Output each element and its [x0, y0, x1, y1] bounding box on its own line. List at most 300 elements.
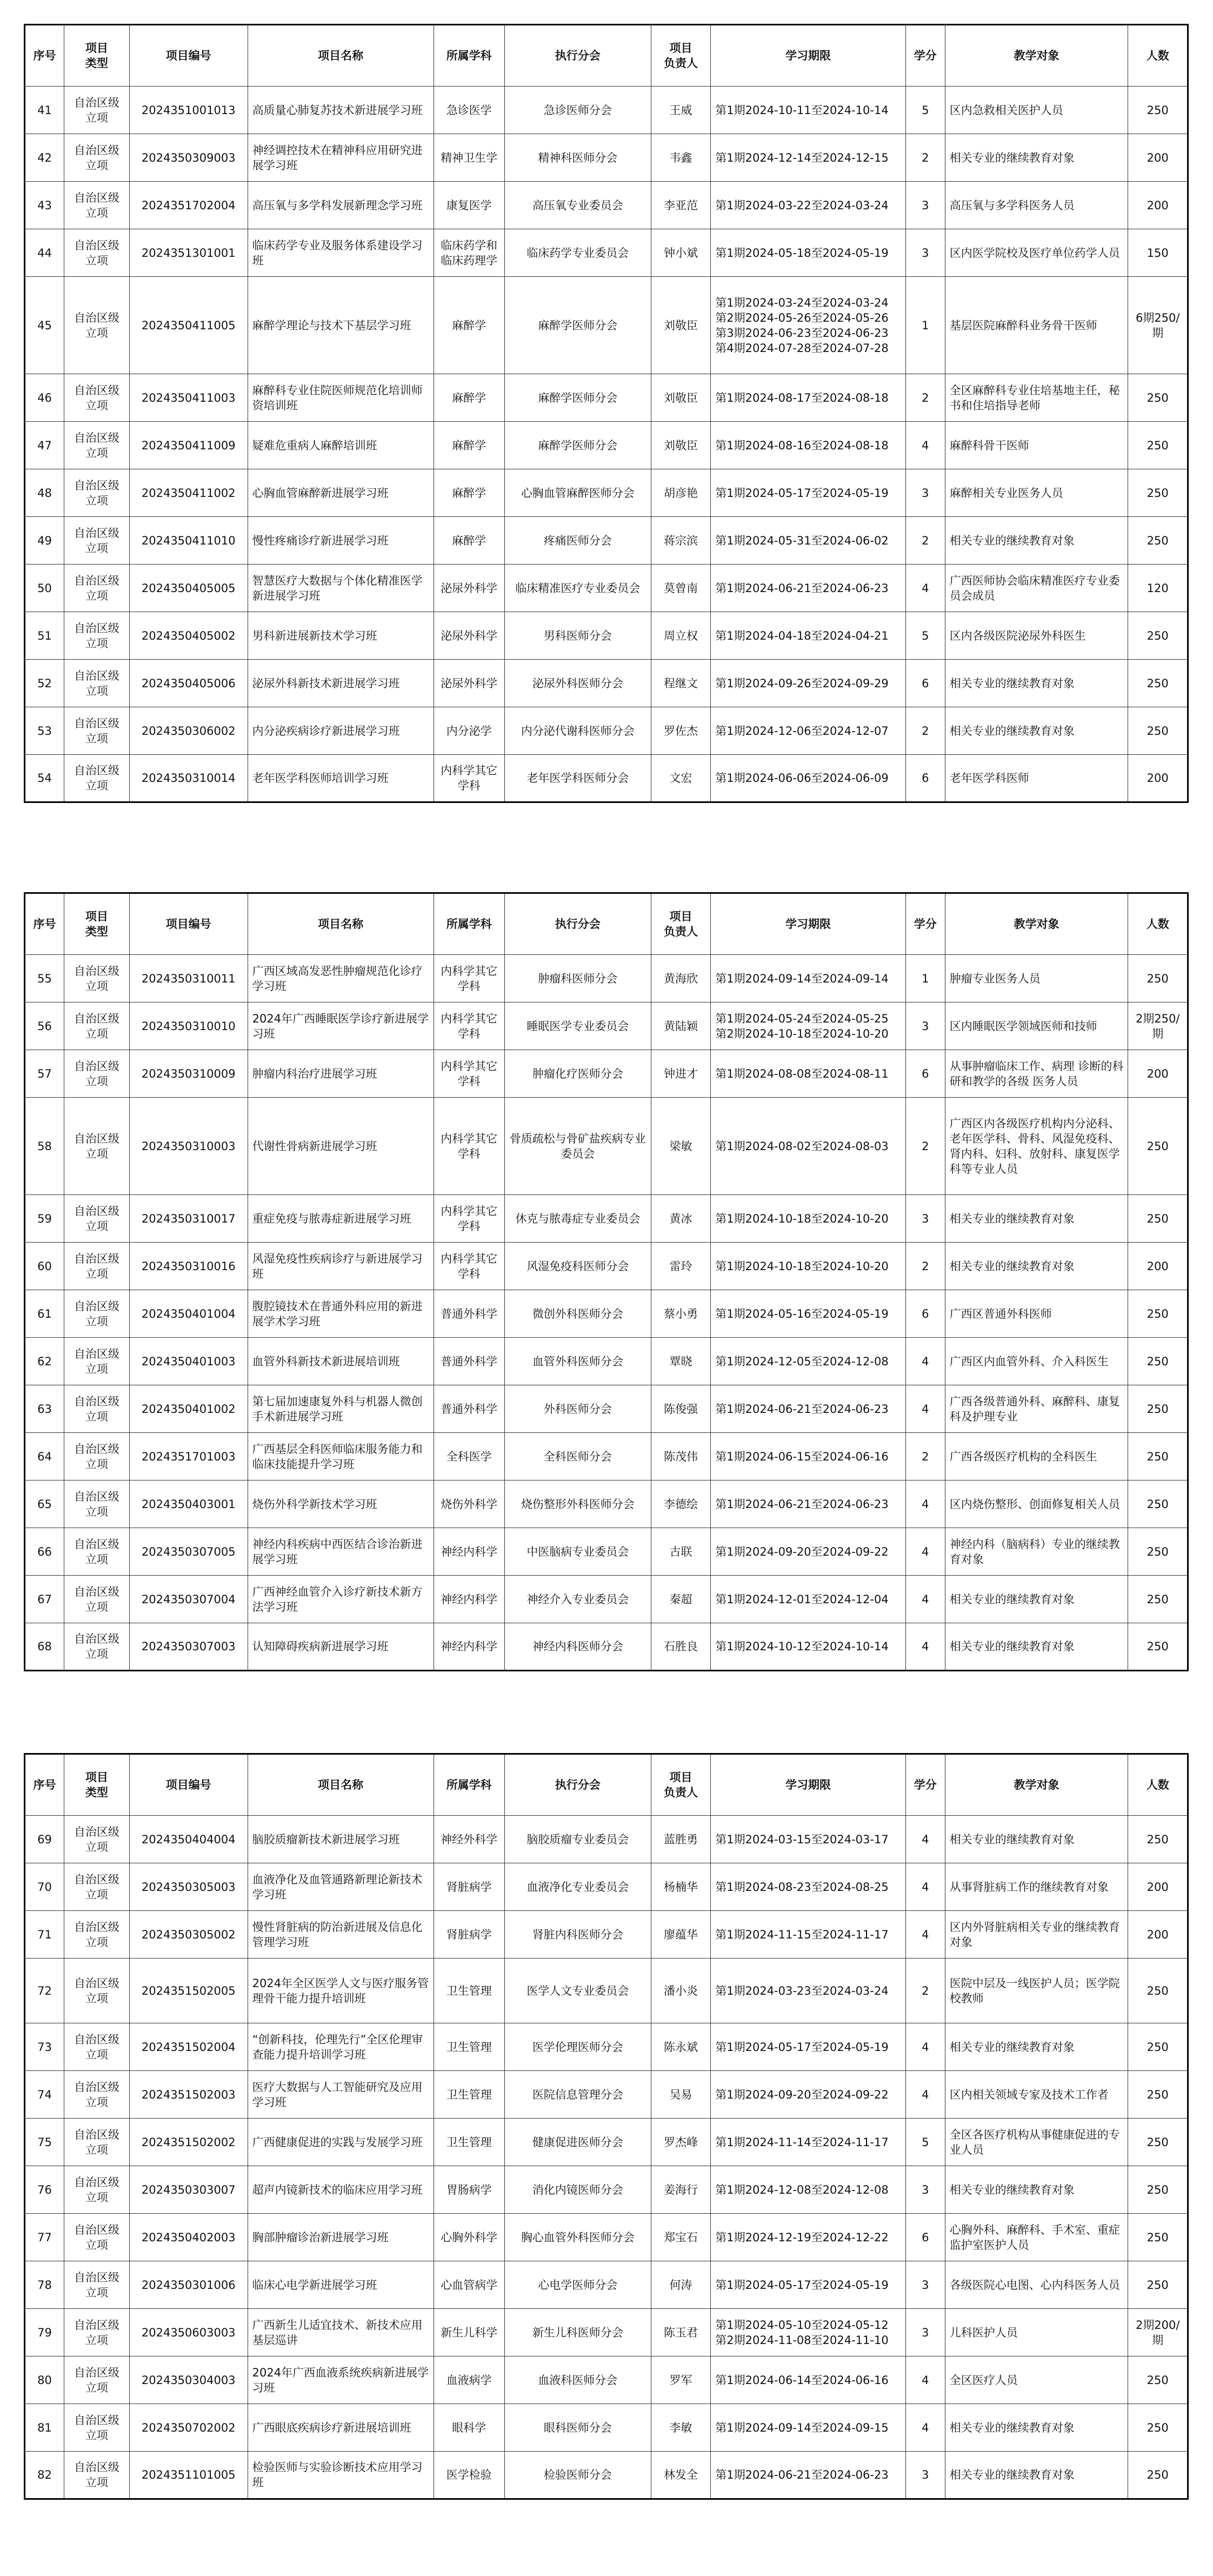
cell-project-type: 自治区级立项 [64, 1243, 129, 1290]
cell-project-name: 神经调控技术在精神科应用研究进展学习班 [248, 134, 434, 182]
table-row [25, 707, 1188, 755]
cell-audience: 相关专业的继续教育对象 [945, 660, 1128, 707]
cell-discipline: 卫生管理 [434, 2119, 504, 2166]
cell-project-name: 老年医学科医师培训学习班 [248, 755, 434, 802]
cell-branch: 脑胶质瘤专业委员会 [504, 1816, 651, 1863]
cell-leader: 黄海欣 [651, 955, 710, 1002]
cell-credits: 4 [905, 565, 945, 612]
table-row [25, 1911, 1188, 1958]
cell-headcount: 250 [1128, 1528, 1188, 1576]
column-header-project-name: 项目名称 [248, 25, 434, 87]
cell-project-code: 2024350310009 [129, 1050, 248, 1098]
table-row [25, 1243, 1188, 1290]
column-header-headcount: 人数 [1128, 1754, 1188, 1816]
cell-project-type: 自治区级立项 [64, 1958, 129, 2023]
cell-leader: 刘敬臣 [651, 277, 710, 374]
cell-headcount: 250 [1128, 2261, 1188, 2309]
cell-project-code: 2024350310010 [129, 1002, 248, 1050]
cell-study-period: 第1期2024-08-17至2024-08-18 [711, 374, 906, 422]
cell-study-period: 第1期2024-12-19至2024-12-22 [711, 2214, 906, 2261]
cell-row-index: 78 [25, 2261, 64, 2309]
column-header-project-code: 项目编号 [129, 1754, 248, 1816]
cell-project-code: 2024350305002 [129, 1911, 248, 1958]
column-header-project-type: 项目 类型 [64, 893, 129, 955]
column-header-headcount: 人数 [1128, 893, 1188, 955]
table-row [25, 1480, 1188, 1528]
cell-project-name: 重症免疫与脓毒症新进展学习班 [248, 1195, 434, 1243]
cell-audience: 区内睡眠医学领域医师和技师 [945, 1002, 1128, 1050]
cell-credits: 4 [905, 1480, 945, 1528]
cell-project-name: 慢性疼痛诊疗新进展学习班 [248, 517, 434, 565]
cell-discipline: 神经内科学 [434, 1576, 504, 1623]
cell-audience: 区内外肾脏病相关专业的继续教育对象 [945, 1911, 1128, 1958]
cell-study-period: 第1期2024-09-20至2024-09-22 [711, 2071, 906, 2119]
cell-credits: 3 [905, 1002, 945, 1050]
cell-study-period: 第1期2024-12-05至2024-12-08 [711, 1338, 906, 1385]
cell-headcount: 250 [1128, 1098, 1188, 1195]
cell-audience: 相关专业的继续教育对象 [945, 1195, 1128, 1243]
cell-project-type: 自治区级立项 [64, 660, 129, 707]
cell-leader: 黄冰 [651, 1195, 710, 1243]
cell-audience: 广西区普通外科医师 [945, 1290, 1128, 1338]
cell-discipline: 泌尿外科学 [434, 565, 504, 612]
cell-audience: 从事肾脏病工作的继续教育对象 [945, 1863, 1128, 1911]
cell-headcount: 250 [1128, 1290, 1188, 1338]
cell-project-name: 疑难危重病人麻醉培训班 [248, 422, 434, 469]
cell-project-code: 2024350411002 [129, 469, 248, 517]
cell-audience: 医院中层及一线医护人员；医学院校教师 [945, 1958, 1128, 2023]
cell-row-index: 64 [25, 1433, 64, 1480]
cell-leader: 蔡小勇 [651, 1290, 710, 1338]
cell-headcount: 250 [1128, 955, 1188, 1002]
column-header-project-code: 项目编号 [129, 893, 248, 955]
cell-discipline: 神经外科学 [434, 1816, 504, 1863]
cell-discipline: 普通外科学 [434, 1290, 504, 1338]
cell-study-period: 第1期2024-06-21至2024-06-23 [711, 1480, 906, 1528]
cell-project-name: 广西健康促进的实践与发展学习班 [248, 2119, 434, 2166]
cell-branch: 内分泌代谢科医师分会 [504, 707, 651, 755]
cell-discipline: 内科学其它学科 [434, 1050, 504, 1098]
cell-project-code: 2024350402003 [129, 2214, 248, 2261]
table-row [25, 517, 1188, 565]
cell-headcount: 250 [1128, 707, 1188, 755]
cell-discipline: 内科学其它学科 [434, 1098, 504, 1195]
cell-headcount: 250 [1128, 1433, 1188, 1480]
column-header-audience: 教学对象 [945, 1754, 1128, 1816]
cell-project-name: 智慧医疗大数据与个体化精准医学新进展学习班 [248, 565, 434, 612]
column-header-credits: 学分 [905, 25, 945, 87]
column-header-headcount: 人数 [1128, 25, 1188, 87]
cell-branch: 肿瘤科医师分会 [504, 955, 651, 1002]
table-row [25, 1098, 1188, 1195]
cell-study-period: 第1期2024-05-31至2024-06-02 [711, 517, 906, 565]
cell-study-period: 第1期2024-04-18至2024-04-21 [711, 612, 906, 660]
cell-discipline: 眼科学 [434, 2404, 504, 2452]
cell-headcount: 200 [1128, 1243, 1188, 1290]
cell-audience: 肿瘤专业医务人员 [945, 955, 1128, 1002]
table-row [25, 229, 1188, 277]
cell-project-name: 2024年全区医学人文与医疗服务管理骨干能力提升培训班 [248, 1958, 434, 2023]
cell-project-code: 2024350304003 [129, 2356, 248, 2404]
cell-project-code: 2024350403001 [129, 1480, 248, 1528]
cell-row-index: 79 [25, 2309, 64, 2356]
cell-discipline: 卫生管理 [434, 1958, 504, 2023]
cell-project-name: 临床心电学新进展学习班 [248, 2261, 434, 2309]
cell-leader: 陈俊强 [651, 1385, 710, 1433]
cell-project-type: 自治区级立项 [64, 1385, 129, 1433]
column-header-project-name: 项目名称 [248, 893, 434, 955]
cell-branch: 睡眠医学专业委员会 [504, 1002, 651, 1050]
cell-study-period: 第1期2024-03-22至2024-03-24 [711, 182, 906, 229]
cell-row-index: 70 [25, 1863, 64, 1911]
cell-branch: 心胸血管麻醉医师分会 [504, 469, 651, 517]
cell-leader: 林发全 [651, 2452, 710, 2499]
cell-discipline: 内科学其它学科 [434, 755, 504, 802]
cell-project-type: 自治区级立项 [64, 1863, 129, 1911]
cell-project-code: 2024350401003 [129, 1338, 248, 1385]
cell-project-name: 男科新进展新技术学习班 [248, 612, 434, 660]
cell-project-type: 自治区级立项 [64, 182, 129, 229]
cell-row-index: 47 [25, 422, 64, 469]
table-row [25, 2166, 1188, 2214]
cell-headcount: 250 [1128, 2071, 1188, 2119]
cell-project-type: 自治区级立项 [64, 422, 129, 469]
table-row [25, 1338, 1188, 1385]
cell-project-type: 自治区级立项 [64, 2071, 129, 2119]
cell-branch: 眼科医师分会 [504, 2404, 651, 2452]
cell-credits: 3 [905, 182, 945, 229]
cell-project-name: 腹腔镜技术在普通外科应用的新进展学术学习班 [248, 1290, 434, 1338]
cell-headcount: 200 [1128, 1050, 1188, 1098]
cell-study-period: 第1期2024-05-17至2024-05-19 [711, 2023, 906, 2071]
cell-branch: 烧伤整形外科医师分会 [504, 1480, 651, 1528]
cell-study-period: 第1期2024-05-10至2024-05-12 第2期2024-11-08至2024-11-10 [711, 2309, 906, 2356]
cell-project-name: 神经内科疾病中西医结合诊治新进展学习班 [248, 1528, 434, 1576]
table-row [25, 1195, 1188, 1243]
cell-audience: 全区各医疗机构从事健康促进的专业人员 [945, 2119, 1128, 2166]
cell-headcount: 250 [1128, 2119, 1188, 2166]
table-row [25, 134, 1188, 182]
cell-project-name: 2024年广西血液系统疾病新进展学习班 [248, 2356, 434, 2404]
column-header-study-period: 学习期限 [711, 1754, 906, 1816]
cell-credits: 2 [905, 134, 945, 182]
cell-row-index: 63 [25, 1385, 64, 1433]
cell-project-type: 自治区级立项 [64, 1002, 129, 1050]
cell-row-index: 67 [25, 1576, 64, 1623]
cell-credits: 2 [905, 1243, 945, 1290]
cell-project-type: 自治区级立项 [64, 2119, 129, 2166]
column-header-branch: 执行分会 [504, 893, 651, 955]
cell-row-index: 57 [25, 1050, 64, 1098]
cell-credits: 4 [905, 2023, 945, 2071]
cell-audience: 广西各级普通外科、麻醉科、康复科及护理专业 [945, 1385, 1128, 1433]
cell-leader: 古联 [651, 1528, 710, 1576]
cell-leader: 郑宝石 [651, 2214, 710, 2261]
column-header-discipline: 所属学科 [434, 25, 504, 87]
cell-headcount: 250 [1128, 1576, 1188, 1623]
table-page-2 [24, 892, 1189, 1671]
cell-project-code: 2024350309003 [129, 134, 248, 182]
cell-study-period: 第1期2024-05-17至2024-05-19 [711, 469, 906, 517]
column-header-discipline: 所属学科 [434, 1754, 504, 1816]
cell-row-index: 55 [25, 955, 64, 1002]
column-header-leader: 项目 负责人 [651, 893, 710, 955]
cell-audience: 区内烧伤整形、创面修复相关人员 [945, 1480, 1128, 1528]
cell-credits: 4 [905, 1816, 945, 1863]
cell-branch: 微创外科医师分会 [504, 1290, 651, 1338]
cell-row-index: 75 [25, 2119, 64, 2166]
column-header-row-index: 序号 [25, 25, 64, 87]
table-row [25, 1050, 1188, 1098]
cell-study-period: 第1期2024-10-18至2024-10-20 [711, 1195, 906, 1243]
cell-project-name: 代谢性骨病新进展学习班 [248, 1098, 434, 1195]
cell-headcount: 250 [1128, 422, 1188, 469]
cell-project-code: 2024351502004 [129, 2023, 248, 2071]
cell-row-index: 80 [25, 2356, 64, 2404]
cell-leader: 李亚范 [651, 182, 710, 229]
column-header-study-period: 学习期限 [711, 893, 906, 955]
cell-audience: 麻醉相关专业医务人员 [945, 469, 1128, 517]
cell-branch: 新生儿科医师分会 [504, 2309, 651, 2356]
cell-headcount: 250 [1128, 2023, 1188, 2071]
cell-project-name: “创新科技，伦理先行”全区伦理审查能力提升培训学习班 [248, 2023, 434, 2071]
cell-project-name: 麻醉科专业住院医师规范化培训师资培训班 [248, 374, 434, 422]
cell-project-code: 2024350310017 [129, 1195, 248, 1243]
cell-branch: 疼痛医师分会 [504, 517, 651, 565]
cell-leader: 黄陆颖 [651, 1002, 710, 1050]
cell-branch: 风湿免疫科医师分会 [504, 1243, 651, 1290]
table-page-3 [24, 1753, 1189, 2500]
cell-row-index: 56 [25, 1002, 64, 1050]
cell-branch: 血液净化专业委员会 [504, 1863, 651, 1911]
cell-row-index: 69 [25, 1816, 64, 1863]
cell-row-index: 43 [25, 182, 64, 229]
cell-study-period: 第1期2024-08-08至2024-08-11 [711, 1050, 906, 1098]
cell-discipline: 卫生管理 [434, 2023, 504, 2071]
cell-headcount: 120 [1128, 565, 1188, 612]
cell-row-index: 61 [25, 1290, 64, 1338]
cell-headcount: 250 [1128, 660, 1188, 707]
cell-project-type: 自治区级立项 [64, 1623, 129, 1671]
table-row [25, 182, 1188, 229]
cell-project-code: 2024350401002 [129, 1385, 248, 1433]
table-row [25, 374, 1188, 422]
column-header-study-period: 学习期限 [711, 25, 906, 87]
cell-branch: 检验医师分会 [504, 2452, 651, 2499]
cell-headcount: 250 [1128, 1623, 1188, 1671]
cell-branch: 休克与脓毒症专业委员会 [504, 1195, 651, 1243]
cell-credits: 4 [905, 422, 945, 469]
cell-study-period: 第1期2024-05-16至2024-05-19 [711, 1290, 906, 1338]
cell-project-type: 自治区级立项 [64, 1338, 129, 1385]
cell-study-period: 第1期2024-06-21至2024-06-23 [711, 2452, 906, 2499]
column-header-leader: 项目 负责人 [651, 25, 710, 87]
cell-discipline: 神经内科学 [434, 1623, 504, 1671]
cell-audience: 高压氧与多学科医务人员 [945, 182, 1128, 229]
cell-leader: 罗军 [651, 2356, 710, 2404]
cell-leader: 吴易 [651, 2071, 710, 2119]
cell-project-type: 自治区级立项 [64, 1433, 129, 1480]
cell-leader: 廖蕴华 [651, 1911, 710, 1958]
cell-discipline: 医学检验 [434, 2452, 504, 2499]
cell-discipline: 心胸外科学 [434, 2214, 504, 2261]
cell-discipline: 康复医学 [434, 182, 504, 229]
cell-discipline: 内科学其它学科 [434, 1195, 504, 1243]
cell-project-code: 2024350401004 [129, 1290, 248, 1338]
cell-project-type: 自治区级立项 [64, 1050, 129, 1098]
cell-project-code: 2024350405005 [129, 565, 248, 612]
cell-row-index: 62 [25, 1338, 64, 1385]
cell-study-period: 第1期2024-11-15至2024-11-17 [711, 1911, 906, 1958]
cell-leader: 陈茂伟 [651, 1433, 710, 1480]
table-row [25, 612, 1188, 660]
cell-branch: 泌尿外科医师分会 [504, 660, 651, 707]
cell-audience: 全区医疗人员 [945, 2356, 1128, 2404]
cell-headcount: 250 [1128, 2404, 1188, 2452]
cell-project-name: 高压氧与多学科发展新理念学习班 [248, 182, 434, 229]
cell-headcount: 200 [1128, 755, 1188, 802]
cell-project-type: 自治区级立项 [64, 955, 129, 1002]
cell-credits: 2 [905, 1958, 945, 2023]
cell-project-code: 2024350303007 [129, 2166, 248, 2214]
cell-study-period: 第1期2024-06-15至2024-06-16 [711, 1433, 906, 1480]
cell-project-name: 广西基层全科医师临床服务能力和临床技能提升学习班 [248, 1433, 434, 1480]
cell-row-index: 50 [25, 565, 64, 612]
cell-study-period: 第1期2024-12-08至2024-12-08 [711, 2166, 906, 2214]
cell-leader: 秦超 [651, 1576, 710, 1623]
cell-discipline: 普通外科学 [434, 1385, 504, 1433]
cell-leader: 蓝胜勇 [651, 1816, 710, 1863]
cell-project-name: 肿瘤内科治疗进展学习班 [248, 1050, 434, 1098]
cell-project-type: 自治区级立项 [64, 134, 129, 182]
cell-project-type: 自治区级立项 [64, 707, 129, 755]
cell-leader: 陈玉君 [651, 2309, 710, 2356]
cell-headcount: 250 [1128, 1338, 1188, 1385]
cell-audience: 区内相关领域专家及技术工作者 [945, 2071, 1128, 2119]
cell-branch: 血管外科医师分会 [504, 1338, 651, 1385]
cell-study-period: 第1期2024-10-12至2024-10-14 [711, 1623, 906, 1671]
cell-row-index: 45 [25, 277, 64, 374]
cell-headcount: 2期250/期 [1128, 1002, 1188, 1050]
cell-branch: 高压氧专业委员会 [504, 182, 651, 229]
cell-audience: 儿科医护人员 [945, 2309, 1128, 2356]
cell-leader: 杨楠华 [651, 1863, 710, 1911]
cell-study-period: 第1期2024-05-18至2024-05-19 [711, 229, 906, 277]
cell-project-type: 自治区级立项 [64, 1576, 129, 1623]
cell-row-index: 82 [25, 2452, 64, 2499]
cell-headcount: 6期250/期 [1128, 277, 1188, 374]
cell-leader: 程继文 [651, 660, 710, 707]
cell-project-code: 2024350405002 [129, 612, 248, 660]
cell-branch: 神经内科医师分会 [504, 1623, 651, 1671]
table-row [25, 660, 1188, 707]
cell-leader: 王威 [651, 87, 710, 134]
column-header-credits: 学分 [905, 893, 945, 955]
cell-project-name: 脑胶质瘤新技术新进展学习班 [248, 1816, 434, 1863]
project-table [24, 24, 1189, 803]
cell-audience: 基层医院麻醉科业务骨干医师 [945, 277, 1128, 374]
cell-headcount: 250 [1128, 2166, 1188, 2214]
table-row [25, 1385, 1188, 1433]
table-page-1 [24, 24, 1189, 803]
cell-project-code: 2024351701003 [129, 1433, 248, 1480]
cell-headcount: 250 [1128, 469, 1188, 517]
cell-headcount: 250 [1128, 1958, 1188, 2023]
cell-branch: 急诊医师分会 [504, 87, 651, 134]
cell-audience: 相关专业的继续教育对象 [945, 1576, 1128, 1623]
cell-project-code: 2024350307004 [129, 1576, 248, 1623]
cell-credits: 3 [905, 229, 945, 277]
cell-project-type: 自治区级立项 [64, 2214, 129, 2261]
cell-study-period: 第1期2024-08-16至2024-08-18 [711, 422, 906, 469]
cell-credits: 3 [905, 469, 945, 517]
cell-credits: 4 [905, 1385, 945, 1433]
table-row [25, 955, 1188, 1002]
table-row [25, 2452, 1188, 2499]
cell-audience: 相关专业的继续教育对象 [945, 2023, 1128, 2071]
cell-discipline: 麻醉学 [434, 469, 504, 517]
table-row [25, 2119, 1188, 2166]
table-row [25, 1623, 1188, 1671]
cell-project-name: 内分泌疾病诊疗新进展学习班 [248, 707, 434, 755]
table-row [25, 469, 1188, 517]
cell-leader: 何涛 [651, 2261, 710, 2309]
cell-project-name: 高质量心肺复苏技术新进展学习班 [248, 87, 434, 134]
cell-headcount: 250 [1128, 2356, 1188, 2404]
cell-project-type: 自治区级立项 [64, 517, 129, 565]
cell-audience: 区内医学院校及医疗单位药学人员 [945, 229, 1128, 277]
cell-row-index: 66 [25, 1528, 64, 1576]
cell-headcount: 250 [1128, 2452, 1188, 2499]
cell-credits: 3 [905, 2452, 945, 2499]
cell-headcount: 2期200/期 [1128, 2309, 1188, 2356]
cell-project-code: 2024351702004 [129, 182, 248, 229]
cell-credits: 4 [905, 2356, 945, 2404]
cell-study-period: 第1期2024-10-18至2024-10-20 [711, 1243, 906, 1290]
cell-headcount: 200 [1128, 134, 1188, 182]
cell-row-index: 52 [25, 660, 64, 707]
cell-project-code: 2024350310003 [129, 1098, 248, 1195]
cell-audience: 各级医院心电图、心内科医务人员 [945, 2261, 1128, 2309]
cell-project-name: 麻醉学理论与技术下基层学习班 [248, 277, 434, 374]
cell-branch: 血液科医师分会 [504, 2356, 651, 2404]
cell-discipline: 肾脏病学 [434, 1863, 504, 1911]
cell-credits: 5 [905, 87, 945, 134]
cell-branch: 心电学医师分会 [504, 2261, 651, 2309]
cell-leader: 钟进才 [651, 1050, 710, 1098]
cell-leader: 胡彦艳 [651, 469, 710, 517]
cell-discipline: 麻醉学 [434, 374, 504, 422]
cell-project-type: 自治区级立项 [64, 1816, 129, 1863]
cell-discipline: 心血管病学 [434, 2261, 504, 2309]
cell-project-name: 泌尿外科新技术新进展学习班 [248, 660, 434, 707]
cell-discipline: 普通外科学 [434, 1338, 504, 1385]
column-header-project-name: 项目名称 [248, 1754, 434, 1816]
cell-project-name: 第七届加速康复外科与机器人微创 手术新进展学习班 [248, 1385, 434, 1433]
cell-branch: 医院信息管理分会 [504, 2071, 651, 2119]
cell-credits: 1 [905, 955, 945, 1002]
cell-project-code: 2024350411003 [129, 374, 248, 422]
cell-row-index: 58 [25, 1098, 64, 1195]
cell-leader: 罗杰峰 [651, 2119, 710, 2166]
cell-row-index: 73 [25, 2023, 64, 2071]
cell-leader: 梁敏 [651, 1098, 710, 1195]
cell-project-type: 自治区级立项 [64, 1098, 129, 1195]
column-header-row-index: 序号 [25, 893, 64, 955]
cell-row-index: 42 [25, 134, 64, 182]
cell-study-period: 第1期2024-05-24至2024-05-25 第2期2024-10-18至2024-10-20 [711, 1002, 906, 1050]
cell-project-code: 2024351502002 [129, 2119, 248, 2166]
